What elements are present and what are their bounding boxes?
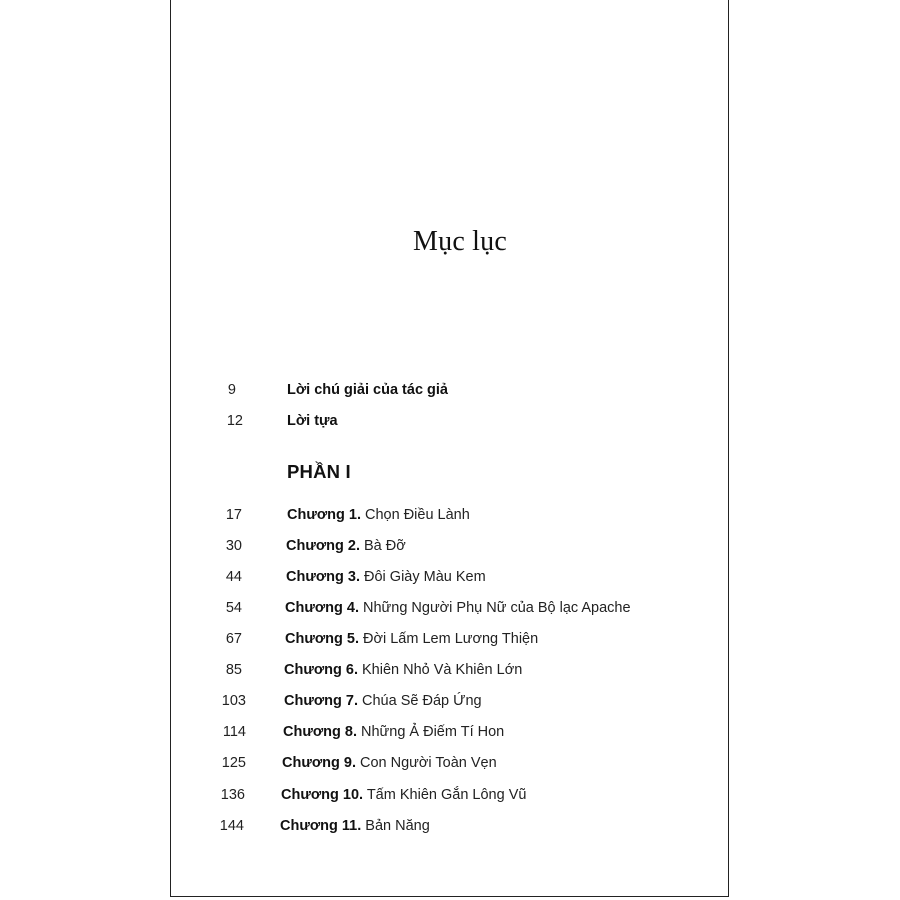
chapter-label: Chương 4.	[285, 600, 359, 616]
chapter-label: Chương 3.	[286, 569, 360, 585]
chapter-title: Bản Năng	[365, 818, 430, 834]
page-number: 54	[225, 600, 242, 616]
chapter-label: Chương 2.	[286, 538, 360, 554]
entry-title	[287, 504, 470, 526]
entry-title	[281, 784, 526, 806]
page-number: 144	[219, 818, 244, 834]
entry-title: Lời tựa	[287, 413, 338, 429]
page-number: 136	[220, 787, 245, 803]
page-number: 17	[225, 507, 242, 523]
page-number: 114	[222, 724, 246, 740]
chapter-label: Chương 9.	[282, 755, 356, 771]
page-number: 9	[227, 382, 236, 398]
page-number: 85	[225, 662, 242, 678]
entry-title	[286, 566, 486, 588]
page-number: 103	[221, 693, 246, 709]
chapter-title: Tấm Khiên Gắn Lông Vũ	[366, 787, 527, 803]
chapter-label: Chương 8.	[283, 724, 357, 740]
page-number: 67	[225, 631, 242, 647]
entry-title: Lời chú giải của tác giả	[287, 382, 448, 398]
chapter-label: Chương 5.	[285, 631, 359, 647]
chapter-title: Đời Lấm Lem Lương Thiện	[363, 631, 539, 647]
chapter-label: Chương 11.	[280, 818, 362, 834]
chapter-title: Những Người Phụ Nữ của Bộ lạc Apache	[363, 600, 631, 616]
chapter-title: Chọn Điều Lành	[365, 507, 470, 523]
entry-title	[284, 690, 482, 712]
chapter-label: Chương 6.	[284, 662, 358, 678]
entry-title	[285, 628, 538, 650]
chapter-title: Những Ả Điếm Tí Hon	[361, 724, 505, 740]
chapter-title: Đôi Giày Màu Kem	[364, 569, 486, 585]
entry-title	[286, 535, 406, 557]
entry-title	[280, 815, 430, 837]
entry-title	[282, 752, 497, 774]
chapter-title: Khiên Nhỏ Và Khiên Lớn	[362, 662, 523, 678]
chapter-title: Bà Đỡ	[364, 538, 406, 554]
chapter-title: Chúa Sẽ Đáp Ứng	[362, 693, 482, 709]
page-title: Mục lục	[413, 226, 507, 257]
entry-title	[283, 721, 504, 743]
chapter-label: Chương 1.	[287, 507, 361, 523]
entry-title	[284, 659, 522, 681]
chapter-label: Chương 10.	[281, 787, 364, 803]
chapter-title: Con Người Toàn Vẹn	[360, 755, 497, 771]
part-heading: PHẦN I	[287, 461, 351, 482]
entry-title	[285, 597, 631, 619]
page-number: 12	[226, 413, 243, 429]
page-number: 125	[221, 755, 246, 771]
page-number: 30	[225, 538, 242, 554]
chapter-label: Chương 7.	[284, 693, 358, 709]
page-number: 44	[225, 569, 242, 585]
